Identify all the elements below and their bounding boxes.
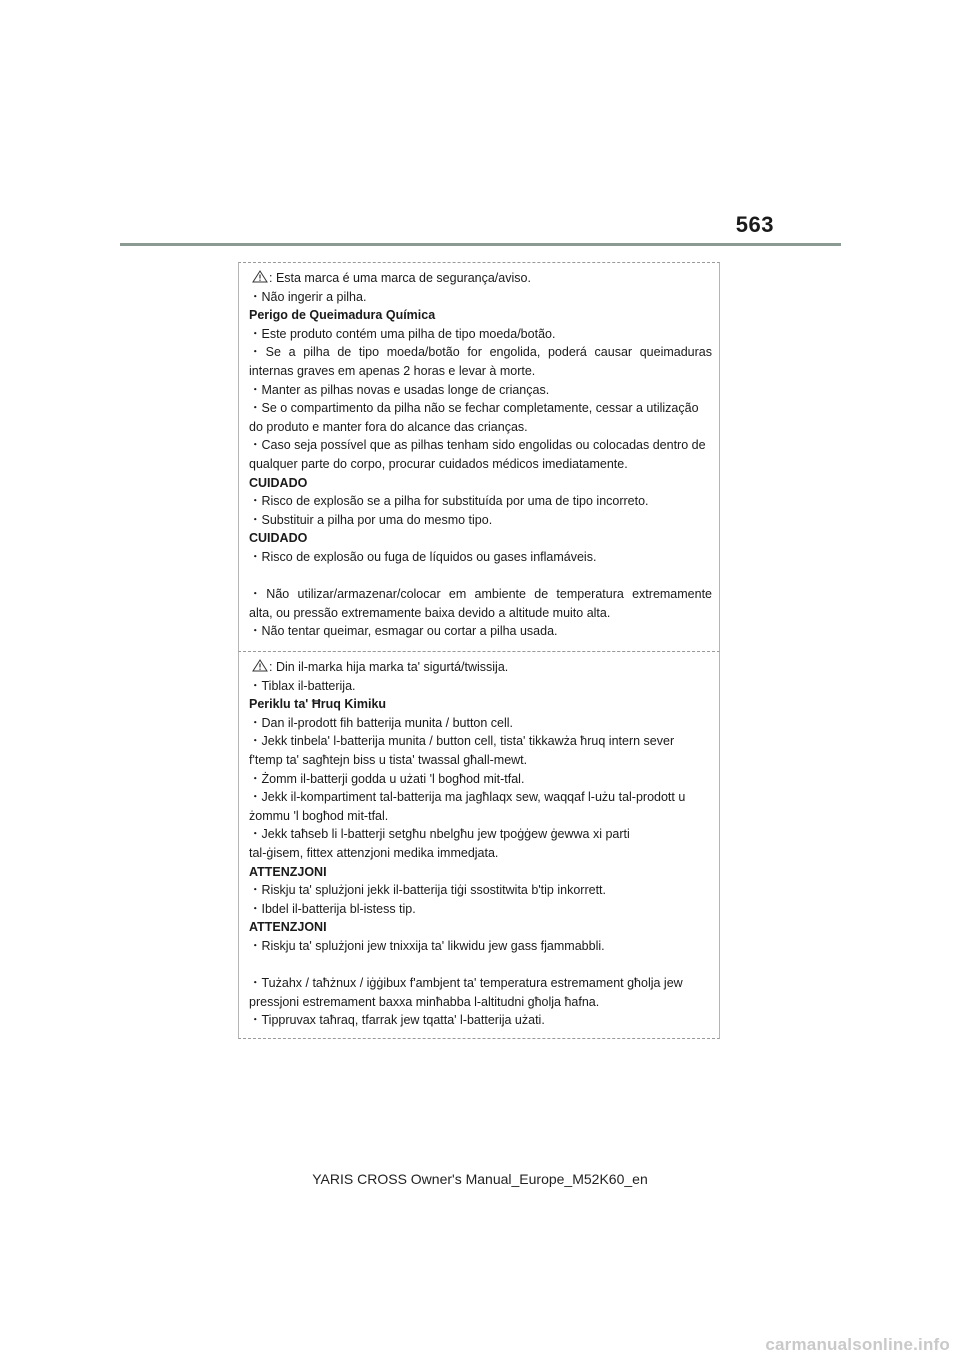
text-line: ・Riskju ta' splużjoni jew tnixxija ta' likwidu jew gass fjammabbli. [249,938,605,953]
warning-panel-portuguese [238,262,720,652]
text-line: ・Tużahx / taħżnux / iġġibux f'ambjent ta' temperatura estremament għolja jew [249,976,683,991]
text-line: ・Jekk il-kompartiment tal-batterija ma jagħlaqx sew, waqqaf l-użu tal-prodott u [249,790,686,805]
section-heading: CUIDADO [249,531,308,546]
text-line: ・Risco de explosão ou fuga de líquidos ou gases inflamáveis. [249,549,597,564]
text-line: ・Jekk tinbela' l-batterija munita / button cell, tista' tikkawża ħruq intern sever [249,734,675,749]
text-line: ・Dan il-prodott fih batterija munita / button cell. [249,715,514,730]
text-line: ・Este produto contém uma pilha de tipo moeda/botão. [249,326,556,341]
text-line: do produto e manter fora do alcance das crianças. [249,419,528,434]
text-line: ・Risco de explosão se a pilha for substituída por uma de tipo incorreto. [249,494,649,509]
text-line: ・Substituir a pilha por uma do mesmo tipo. [249,512,493,527]
text-line: tal-ġisem, fittex attenzjoni medika immedjata. [249,845,499,860]
text-line: internas graves em apenas 2 horas e levar à morte. [249,363,536,378]
text-line: ・Se o compartimento da pilha não se fechar completamente, cessar a utilização [249,401,699,416]
text-line: ・Não ingerir a pilha. [249,289,367,304]
text-line: ・Ibdel il-batterija bl-istess tip. [249,901,416,916]
section-heading: CUIDADO [249,475,308,490]
section-heading: Periklu ta' Ħruq Kimiku [249,697,387,712]
text-line: ・Manter as pilhas novas e usadas longe de crianças. [249,382,550,397]
text-line: żommu 'l bogħod mit-tfal. [249,808,389,823]
page-number: 563 [735,212,774,237]
text-line: ・Caso seja possível que as pilhas tenham sido engolidas ou colocadas dentro de [249,438,706,453]
text-line: ・Se a pilha de tipo moeda/botão for engolida, poderá causar queimaduras [249,345,712,360]
text-line: qualquer parte do corpo, procurar cuidados médicos imediatamente. [249,456,628,471]
text-line: ・Não utilizar/armazenar/colocar em ambiente de temperatura extremamente [249,587,712,602]
text-line: alta, ou pressão extremamente baixa devido a altitude muito alta. [249,605,611,620]
text-line: : Din il-marka hija marka ta' sigurtá/twissija. [269,660,509,674]
blank-line [249,567,712,586]
section-heading: ATTENZJONI [249,864,327,879]
safety-mark-line [249,658,712,677]
text-line: ・Tippruvax taħraq, tfarrak jew tqatta' l-batterija użati. [249,1013,545,1028]
blank-line [249,956,712,975]
header-rule [120,243,841,246]
text-line: ・Żomm il-batterji godda u użati 'l bogħod mit-tfal. [249,771,525,786]
warning-panel-maltese [238,651,720,1039]
warning-triangle-icon [252,659,268,672]
section-heading: Perigo de Queimadura Química [249,308,436,323]
text-line: : Esta marca é uma marca de segurança/aviso. [269,271,531,285]
text-line: ・Riskju ta' splużjoni jekk il-batterija tiġi ssostitwita b'tip inkorrett. [249,883,606,898]
text-line: ・Jekk taħseb li l-batterji setgħu nbelgħu jew tpoġġew ġewwa xi parti [249,827,630,842]
warning-triangle-icon [252,270,268,283]
safety-mark-line [249,269,712,288]
section-heading: ATTENZJONI [249,920,327,935]
text-line: ・Não tentar queimar, esmagar ou cortar a pilha usada. [249,624,558,639]
text-line: pressjoni estremament baxxa minħabba l-altitudni għolja ħafna. [249,994,600,1009]
text-line: f'temp ta' sagħtejn biss u tista' twassal għall-mewt. [249,752,528,767]
watermark: carmanualsonline.info [765,1335,950,1354]
text-line: ・Tiblax il-batterija. [249,678,356,693]
page-footer: YARIS CROSS Owner's Manual_Europe_M52K60_en [312,1171,648,1187]
